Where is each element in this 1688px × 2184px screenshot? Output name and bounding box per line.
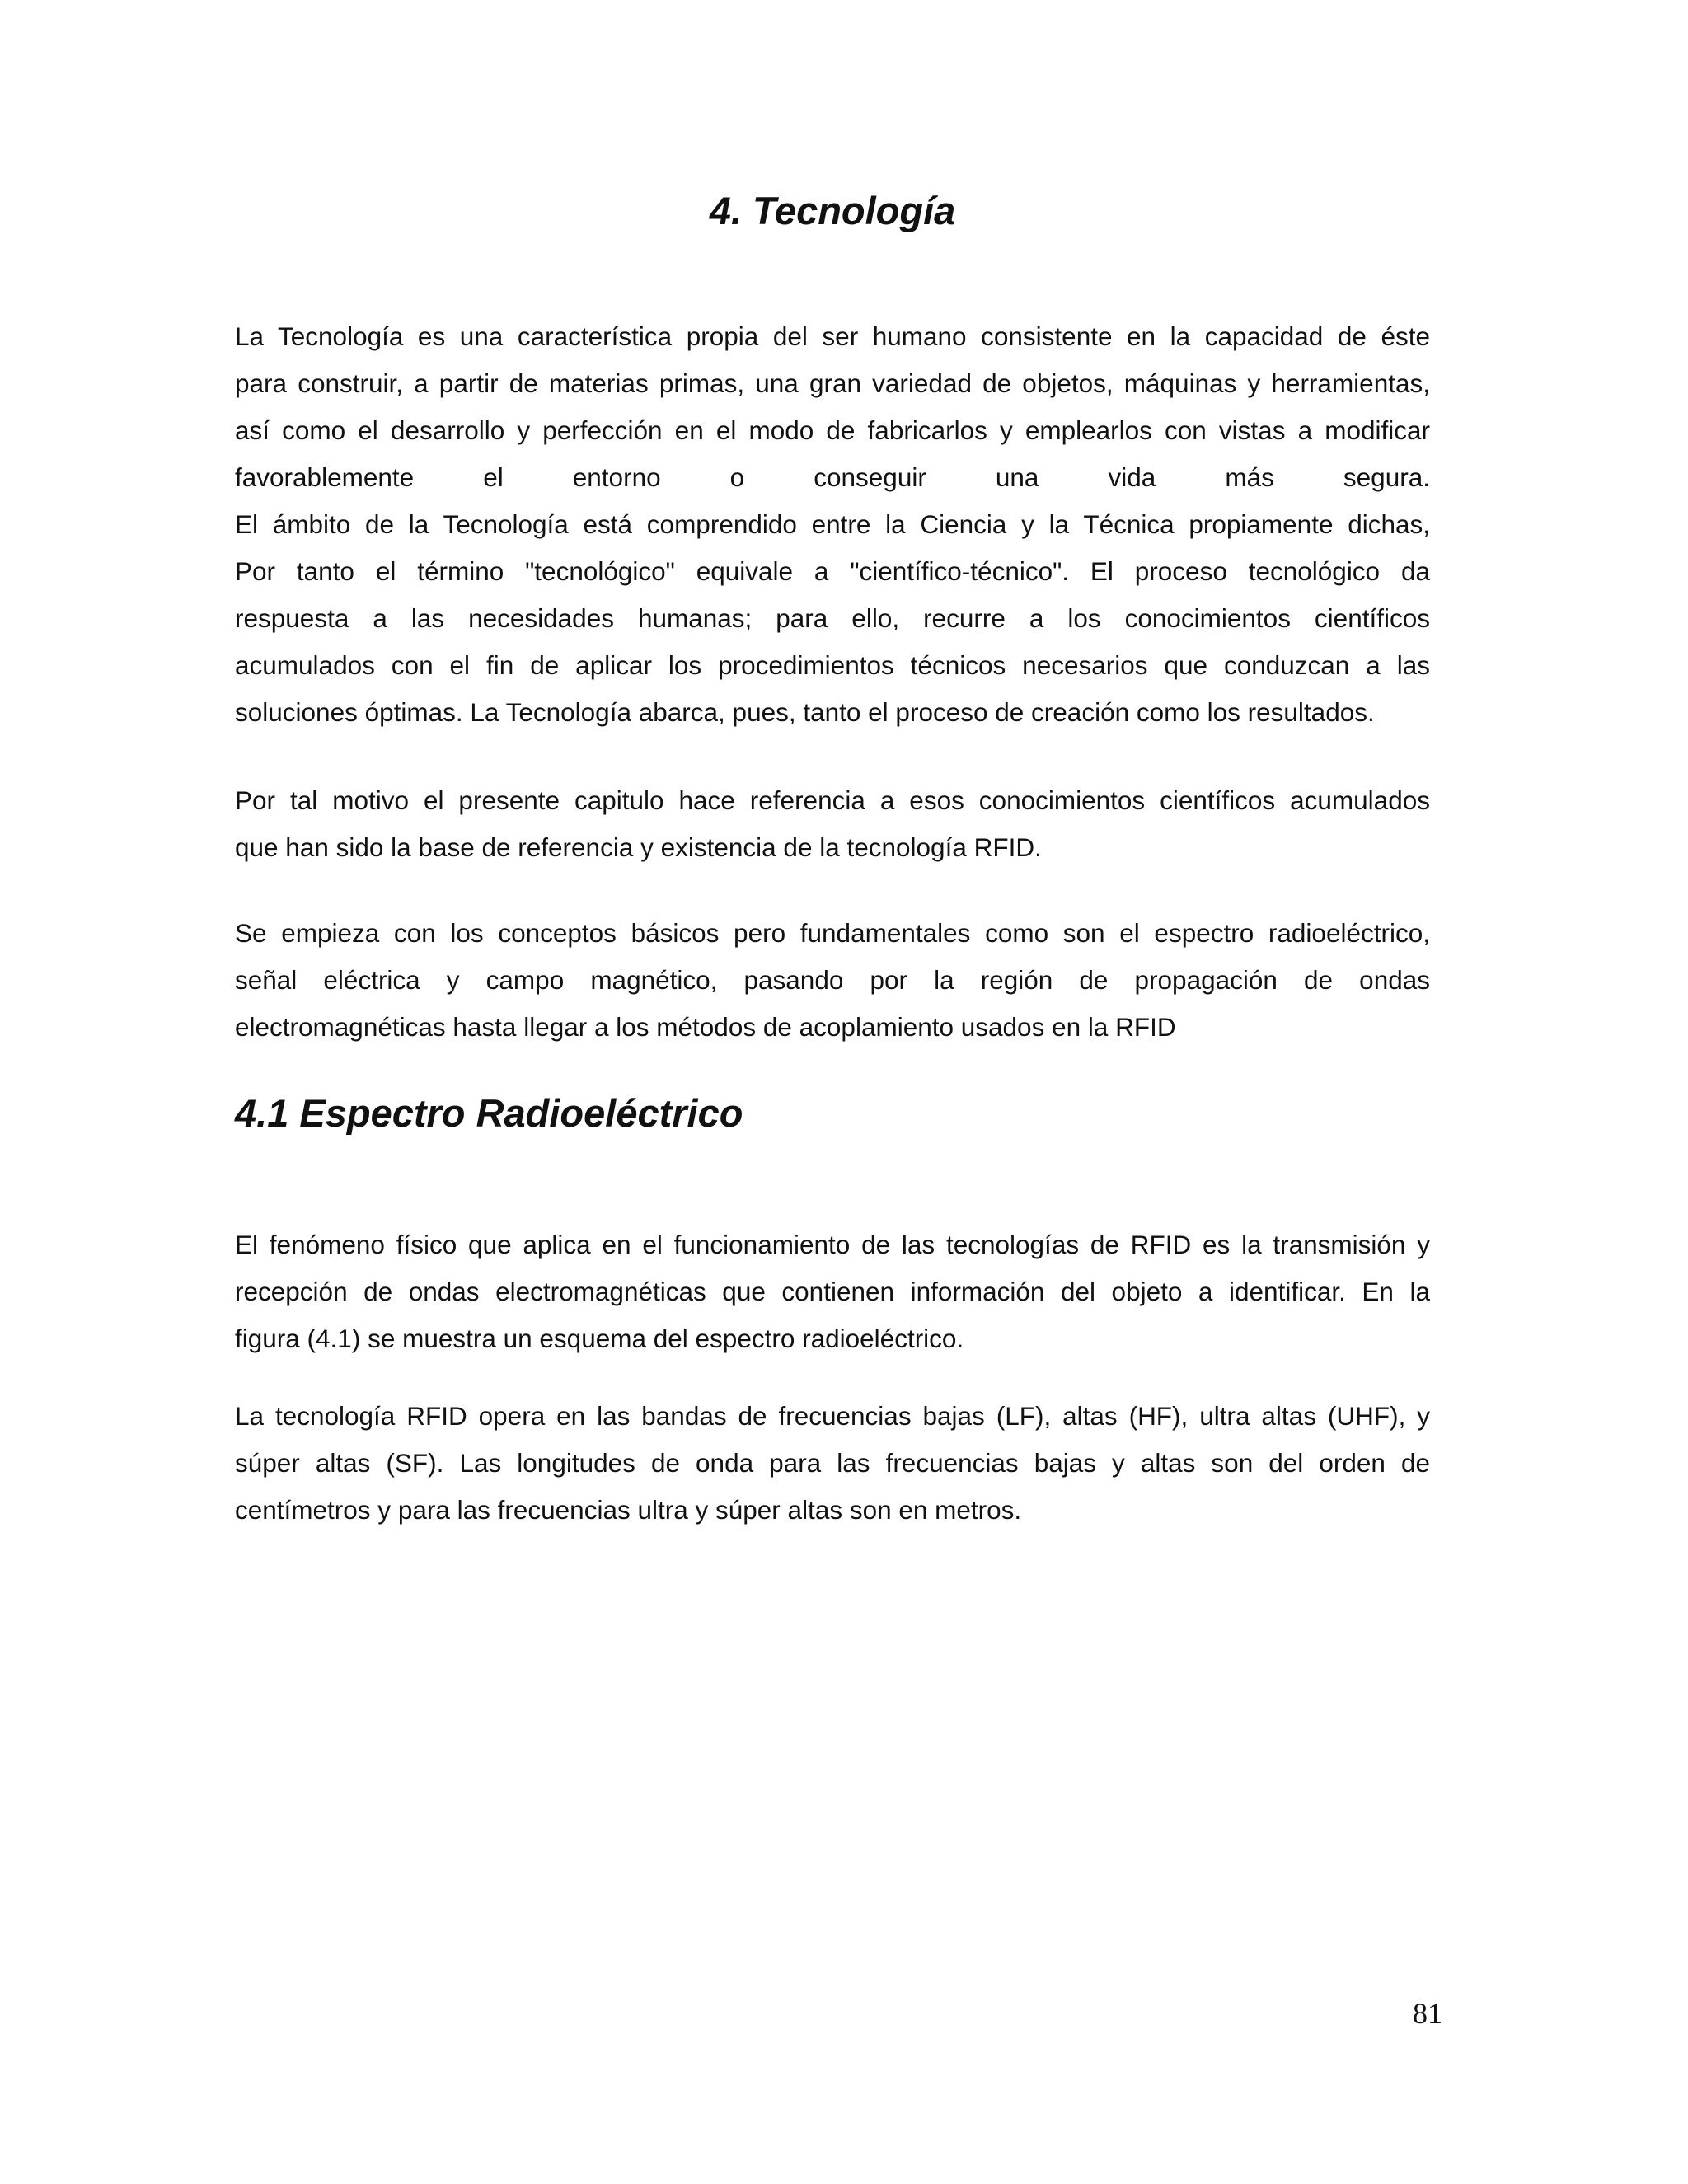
paragraph-line: soluciones óptimas. La Tecnología abarca, pues, tanto el proceso de creación como los resultados. — [235, 697, 1375, 727]
section-heading: 4.1 Espectro Radioeléctrico — [235, 1091, 743, 1135]
paragraph-line: para construir, a partir de materias primas, una gran variedad de objetos, máquinas y herramientas, — [235, 368, 1430, 398]
paragraph-line: El fenómeno físico que aplica en el funcionamiento de las tecnologías de RFID es la transmisión y — [235, 1230, 1430, 1259]
paragraph-technology-definition — [235, 313, 1430, 736]
paragraph-line: figura (4.1) se muestra un esquema del espectro radioeléctrico. — [235, 1324, 964, 1353]
paragraph-line: que han sido la base de referencia y existencia de la tecnología RFID. — [235, 832, 1042, 862]
paragraph-line: Por tanto el término "tecnológico" equivale a "científico-técnico". El proceso tecnológico da — [235, 556, 1430, 586]
chapter-title: 4. Tecnología — [709, 189, 956, 232]
paragraph-line: así como el desarrollo y perfección en el modo de fabricarlos y emplearlos con vistas a modificar — [235, 415, 1430, 445]
paragraph-line: Se empieza con los conceptos básicos pero fundamentales como son el espectro radioeléctrico, — [235, 918, 1430, 948]
paragraph-line: centímetros y para las frecuencias ultra y súper altas son en metros. — [235, 1495, 1022, 1525]
paragraph-line: El ámbito de la Tecnología está comprendido entre la Ciencia y la Técnica propiamente dichas, — [235, 509, 1430, 539]
paragraph-line: recepción de ondas electromagnéticas que contienen información del objeto a identificar. En la — [235, 1277, 1430, 1306]
paragraph-line: señal eléctrica y campo magnético, pasando por la región de propagación de ondas — [235, 965, 1430, 995]
paragraph-frequency-bands — [235, 1393, 1430, 1534]
paragraph-line: respuesta a las necesidades humanas; para ello, recurre a los conocimientos científicos — [235, 603, 1430, 633]
paragraph-physical-phenomenon — [235, 1221, 1430, 1362]
paragraph-line: acumulados con el fin de aplicar los procedimientos técnicos necesarios que conduzcan a las — [235, 650, 1430, 680]
page-number: 81 — [1413, 1997, 1442, 2030]
paragraph-line: electromagnéticas hasta llegar a los métodos de acoplamiento usados en la RFID — [235, 1012, 1176, 1042]
paragraph-chapter-overview — [235, 910, 1430, 1051]
paragraph-line: súper altas (SF). Las longitudes de onda para las frecuencias bajas y altas son del orden de — [235, 1448, 1430, 1478]
paragraph-line: La tecnología RFID opera en las bandas de frecuencias bajas (LF), altas (HF), ultra altas (UHF), y — [235, 1401, 1430, 1431]
paragraph-line: favorablemente el entorno o conseguir una vida más segura. — [235, 462, 1430, 492]
paragraph-chapter-motive — [235, 777, 1430, 871]
paragraph-line: La Tecnología es una característica propia del ser humano consistente en la capacidad de éste — [235, 321, 1430, 351]
paragraph-line: Por tal motivo el presente capitulo hace referencia a esos conocimientos científicos acumulados — [235, 785, 1430, 815]
